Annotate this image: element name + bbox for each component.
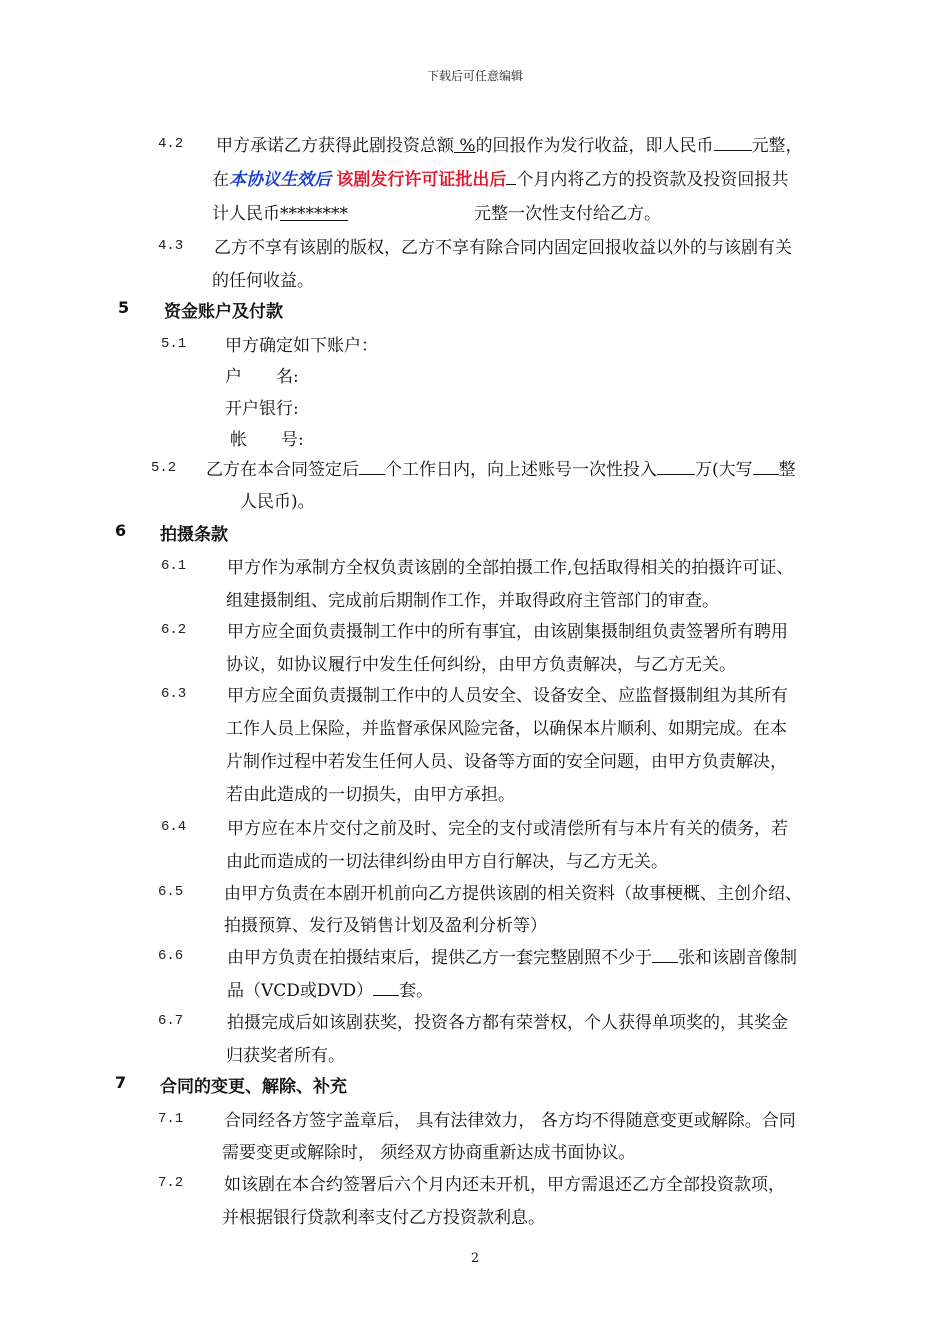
clause-7-2-line-2: 并根据银行贷款利率支付乙方投资款利息。	[222, 1208, 545, 1228]
clause-text: 整	[778, 460, 796, 480]
clause-text: 张和该剧音像制	[678, 948, 797, 968]
clause-text: 个月内将乙方的投资款及投资回报共	[516, 170, 789, 190]
section-number-5: 5	[118, 298, 130, 317]
clause-4-2-line-1	[216, 131, 803, 156]
clause-6-5-line-2: 拍摄预算、发行及销售计划及盈利分析等）	[224, 916, 547, 936]
clause-6-2-line-2: 协议，如协议履行中发生任何纠纷，由甲方负责解决，与乙方无关。	[226, 655, 736, 675]
clause-text: 在	[212, 170, 229, 190]
clause-number-6-2: 6.2	[161, 622, 187, 638]
clause-6-3-line-1: 甲方应全面负责摄制工作中的人员安全、设备安全、应监督摄制组为其所有	[227, 686, 788, 706]
percent-blank: %	[459, 136, 476, 156]
page-header-note: 下载后可任意编辑	[426, 69, 523, 83]
clause-number-7-1: 7.1	[158, 1111, 184, 1127]
clause-6-7-line-2: 归获奖者所有。	[226, 1046, 345, 1066]
clause-number-4-2: 4.2	[158, 136, 184, 152]
clause-number-6-4: 6.4	[161, 819, 187, 835]
highlight-red-text: 该剧发行许可证批出后	[336, 170, 507, 190]
clause-text: 个工作日内，向上述账号一次性投入	[385, 460, 657, 480]
investment-blank	[657, 457, 695, 475]
section-title-5: 资金账户及付款	[164, 302, 283, 322]
clause-4-2-line-2	[212, 165, 788, 190]
clause-6-4-line-2: 由此而造成的一切法律纠纷由甲方自行解决，与乙方无关。	[226, 852, 668, 872]
clause-7-1-line-1: 合同经各方签字盖章后， 具有法律效力， 各方均不得随意变更或解除。合同	[224, 1111, 796, 1131]
clause-6-7-line-1: 拍摄完成后如该剧获奖，投资各方都有荣誉权，个人获得单项奖的，其奖金	[227, 1013, 788, 1033]
clause-text: 计人民币	[212, 204, 280, 224]
clause-number-5-1: 5.1	[161, 336, 187, 352]
sets-blank	[373, 978, 399, 996]
clause-text: 元整一次性支付给乙方。	[474, 204, 661, 224]
clause-number-7-2: 7.2	[158, 1175, 184, 1191]
bank-label: 开户银行:	[225, 399, 299, 419]
clause-text: 品（VCD或DVD）	[227, 981, 374, 1001]
clause-6-2-line-1: 甲方应全面负责摄制工作中的所有事宜，由该剧集摄制组负责签署所有聘用	[227, 622, 788, 642]
clause-6-3-line-2: 工作人员上保险，并监督承保风险完备，以确保本片顺利、如期完成。在本	[226, 719, 787, 739]
clause-4-3-line-2: 的任何收益。	[212, 271, 314, 291]
clause-4-2-line-3	[212, 199, 661, 224]
page-number: 2	[470, 1251, 480, 1266]
clause-6-1-line-2: 组建摄制组、完成前后期制作工作，并取得政府主管部门的审查。	[226, 591, 719, 611]
clause-text: 套。	[399, 981, 434, 1001]
clause-6-3-line-4: 若由此造成的一切损失，由甲方承担。	[226, 785, 515, 805]
clause-5-2-line-1	[206, 455, 796, 480]
section-title-7: 合同的变更、解除、补充	[160, 1077, 347, 1097]
clause-text: 元整，	[751, 136, 803, 156]
clause-7-1-line-2: 需要变更或解除时， 须经双方协商重新达成书面协议。	[222, 1143, 636, 1163]
section-number-6: 6	[115, 521, 127, 540]
clause-number-4-3: 4.3	[158, 238, 184, 254]
clause-5-1-text: 甲方确定如下账户：	[225, 336, 378, 356]
clause-text: 甲方承诺乙方获得此剧投资总额	[216, 136, 454, 156]
highlight-blue-text: 本协议生效后	[229, 170, 331, 190]
clause-6-5-line-1: 由甲方负责在本剧开机前向乙方提供该剧的相关资料（故事梗概、主创介绍、	[224, 884, 802, 904]
clause-number-6-5: 6.5	[158, 884, 184, 900]
clause-5-2-line-2: 人民币)。	[240, 492, 315, 512]
capital-amount-blank	[753, 457, 779, 475]
account-number-label: 帐 号:	[230, 430, 304, 450]
photos-blank	[652, 945, 678, 963]
clause-number-6-1: 6.1	[161, 558, 187, 574]
clause-text: 万(大写	[695, 460, 753, 480]
days-blank	[359, 457, 385, 475]
total-amount-field: ********	[280, 204, 348, 224]
clause-4-3-line-1: 乙方不享有该剧的版权，乙方不享有除合同内固定回报收益以外的与该剧有关	[214, 238, 792, 258]
clause-number-5-2: 5.2	[151, 460, 177, 476]
clause-6-6-line-2	[227, 976, 433, 1001]
clause-text: 乙方在本合同签定后	[206, 460, 359, 480]
clause-number-6-3: 6.3	[161, 686, 187, 702]
months-blank	[506, 167, 516, 185]
clause-6-3-line-3: 片制作过程中若发生任何人员、设备等方面的安全问题，由甲方负责解决，	[226, 752, 787, 772]
amount-blank	[714, 133, 752, 151]
section-title-6: 拍摄条款	[160, 525, 228, 545]
section-number-7: 7	[115, 1073, 127, 1092]
clause-text: 由甲方负责在拍摄结束后，提供乙方一套完整剧照不少于	[227, 948, 652, 968]
clause-6-1-line-1: 甲方作为承制方全权负责该剧的全部拍摄工作,包括取得相关的拍摄许可证、	[227, 558, 794, 578]
clause-7-2-line-1: 如该剧在本合约签署后六个月内还未开机，甲方需退还乙方全部投资款项，	[224, 1175, 785, 1195]
clause-number-6-6: 6.6	[158, 948, 184, 964]
account-name-label: 户 名:	[225, 367, 299, 387]
clause-6-4-line-1: 甲方应在本片交付之前及时、完全的支付或清偿所有与本片有关的债务，若	[227, 819, 788, 839]
clause-number-6-7: 6.7	[158, 1013, 184, 1029]
clause-6-6-line-1	[227, 943, 797, 968]
clause-text: 的回报作为发行收益，即人民币	[475, 136, 714, 156]
